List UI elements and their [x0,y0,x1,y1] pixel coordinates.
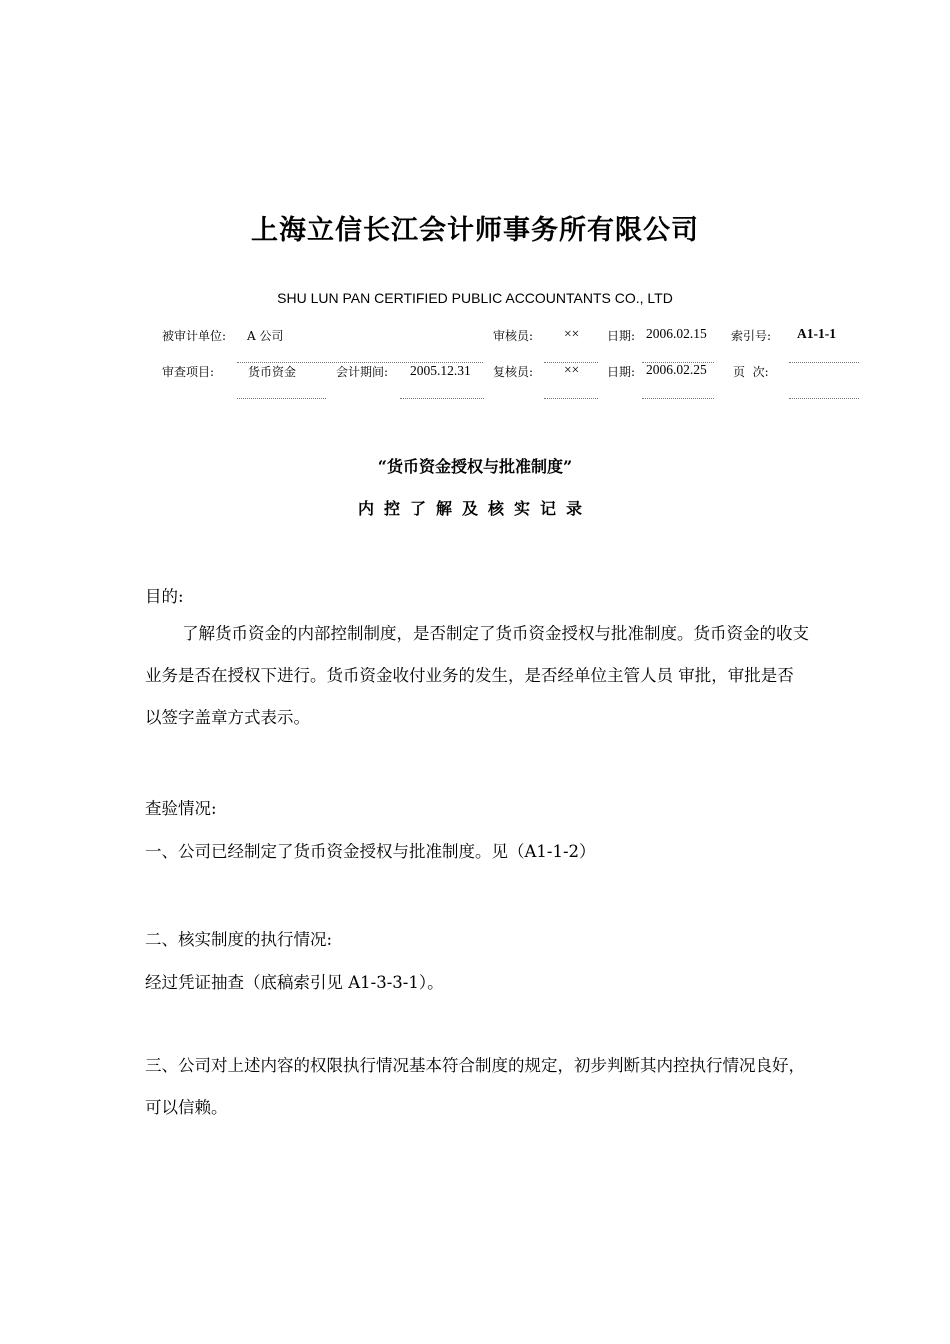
index-underline [789,362,859,363]
date2-label: 日期: [607,365,636,379]
audited-unit-label: 被审计单位: [162,329,227,343]
date1-label: 日期: [607,329,636,343]
audited-unit-value: A 公司 [247,329,284,343]
item-underline [237,398,326,399]
period-value: 2005.12.31 [410,363,471,378]
date1-value: 2006.02.15 [646,326,707,341]
finding-item-3: 三、公司对上述内容的权限执行情况基本符合制度的规定，初步判断其内控执行情况良好，可以信赖。 [145,1056,805,1117]
finding-item-2-heading: 二、核实制度的执行情况: [145,930,333,949]
period-underline [400,398,484,399]
item-value: 货币资金 [248,365,297,379]
index-value: A1-1-1 [797,326,836,341]
date2-value: 2006.02.25 [646,362,707,377]
purpose-text: 了解货币资金的内部控制制度，是否制定了货币资金授权与批准制度。货币资金的收支业务是否在授权下进行。货币资金收付业务的发生，是否经单位主管人员 审批，审批是否以签字盖章方式表示。 [145,624,809,727]
finding-item-1: 一、公司已经制定了货币资金授权与批准制度。见（A1-1-2） [145,842,596,861]
rechecker-value: ×× [564,362,580,377]
rechecker-label: 复核员: [493,365,534,379]
company-name-cn: 上海立信长江会计师事务所有限公司 [251,215,699,246]
purpose-heading: 目的: [145,587,184,606]
reviewer-value: ×× [564,326,580,341]
doc-title: “货币资金授权与批准制度” [377,457,573,476]
date2-underline [642,398,714,399]
item-label: 审查项目: [162,365,215,379]
rechecker-underline [544,398,598,399]
period-label: 会计期间: [336,365,389,379]
findings-heading: 查验情况: [145,799,217,818]
page-underline [789,398,859,399]
company-name-en: SHU LUN PAN CERTIFIED PUBLIC ACCOUNTANTS CO., LTD [277,290,673,306]
reviewer-label: 审核员: [493,329,534,343]
page-label: 页 次: [733,365,769,379]
index-label: 索引号: [731,329,772,343]
finding-item-2-text: 经过凭证抽查（底稿索引见 A1-3-3-1）。 [145,973,444,992]
doc-subtitle: 内控了解及核实记录 [357,499,592,518]
